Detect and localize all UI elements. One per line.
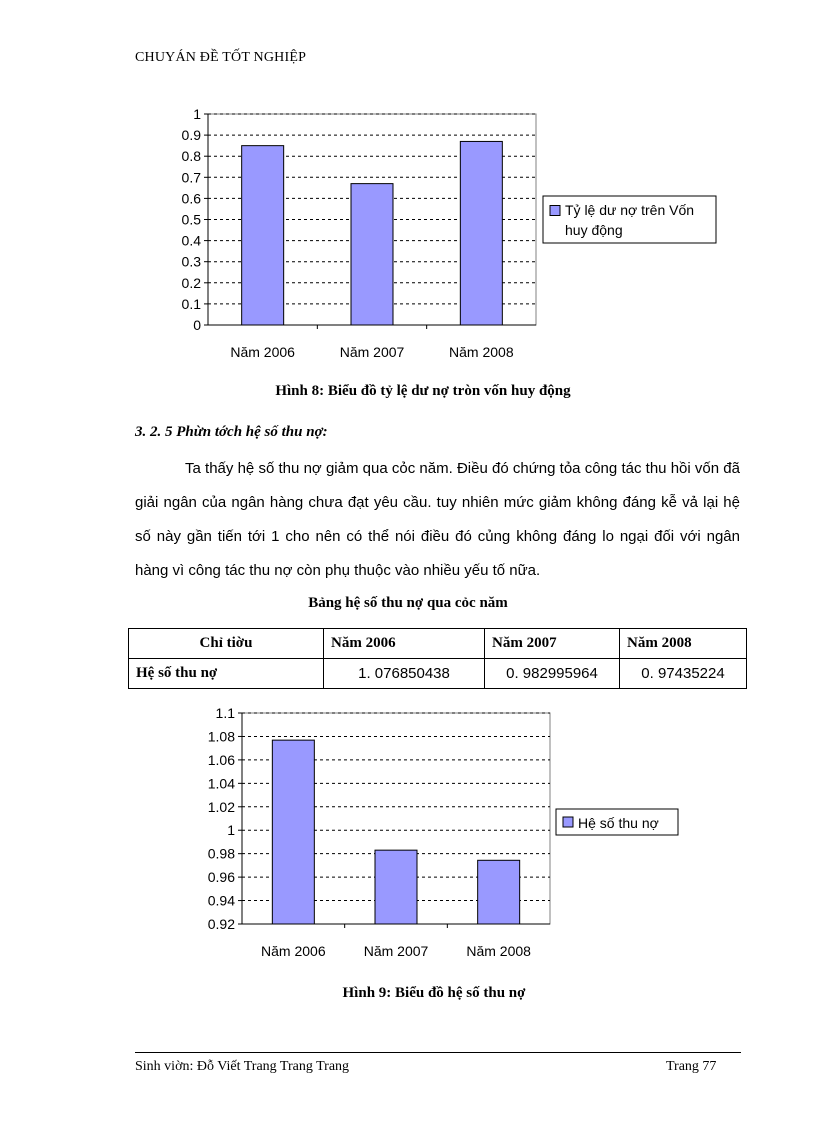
y-tick-label: 0.5 bbox=[181, 211, 201, 228]
chart-8 bbox=[160, 104, 740, 371]
y-tick-label: 0.98 bbox=[207, 845, 235, 862]
y-tick-label: 0.96 bbox=[207, 869, 235, 886]
bar bbox=[272, 740, 314, 924]
bar bbox=[242, 146, 284, 325]
table-cell: 0. 982995964 bbox=[485, 659, 620, 689]
bar bbox=[478, 860, 520, 924]
table-header-cell: Năm 2008 bbox=[620, 629, 747, 659]
x-tick-label: Năm 2007 bbox=[363, 943, 429, 959]
table-header-cell: Chỉ tiờu bbox=[129, 629, 324, 659]
footer-author: Sinh viờn: Đỗ Viết Trang Trang Trang bbox=[135, 1059, 350, 1074]
y-tick-label: 0.8 bbox=[181, 148, 201, 165]
bar bbox=[460, 141, 502, 325]
legend-label: huy động bbox=[565, 222, 623, 238]
bar bbox=[351, 184, 393, 325]
y-tick-label: 1.08 bbox=[207, 728, 235, 745]
legend-label: Hệ số thu nợ bbox=[578, 815, 659, 831]
y-tick-label: 0.1 bbox=[181, 295, 201, 312]
table-header-cell: Năm 2006 bbox=[324, 629, 485, 659]
legend-swatch bbox=[550, 206, 560, 216]
footer-divider bbox=[135, 1052, 741, 1053]
table-row bbox=[129, 659, 747, 689]
chart-9-svg bbox=[190, 703, 690, 965]
y-tick-label: 0.3 bbox=[181, 253, 201, 270]
y-tick-label: 1.04 bbox=[207, 775, 235, 792]
y-tick-label: 1.02 bbox=[207, 798, 235, 815]
y-tick-label: 0.2 bbox=[181, 274, 201, 291]
x-tick-label: Năm 2008 bbox=[449, 344, 514, 360]
debt-recovery-table bbox=[128, 628, 747, 689]
chart-9 bbox=[190, 703, 690, 970]
table-header-row bbox=[129, 629, 747, 659]
body-paragraph: Ta thấy hệ số thu nợ giảm qua cỏc năm. Điều đó chứng tỏa công tác thu hồi vốn đã giải ngân của ngân hàng chưa đạt yêu cầu. tuy nhiên mức giảm không đáng kễ vả lại hệ số này gần tiến tới 1 cho nên có thể nói điều đó củng không đáng lo ngại đối với ngân hàng vì công tác thu nợ còn phụ thuộc vào nhiều yếu tố nữa. bbox=[135, 460, 740, 579]
table-header-cell: Năm 2007 bbox=[485, 629, 620, 659]
table-cell: 1. 076850438 bbox=[324, 659, 485, 689]
y-tick-label: 0.4 bbox=[181, 232, 201, 249]
chart-8-caption: Hình 8: Biểu đồ tỷ lệ dư nợ tròn vốn huy động bbox=[275, 383, 571, 399]
x-tick-label: Năm 2008 bbox=[466, 943, 531, 959]
y-tick-label: 1 bbox=[227, 822, 235, 839]
bar bbox=[375, 850, 417, 924]
section-heading: 3. 2. 5 Phừn tớch hệ số thu nợ: bbox=[135, 424, 328, 440]
legend-label: Tỷ lệ dư nợ trên Vốn bbox=[565, 202, 695, 218]
legend-swatch bbox=[563, 817, 573, 827]
x-tick-label: Năm 2006 bbox=[261, 943, 326, 959]
footer-page-number: Trang 77 bbox=[666, 1059, 717, 1074]
chart-8-svg bbox=[160, 104, 740, 366]
x-tick-label: Năm 2006 bbox=[230, 344, 295, 360]
table-title: Bảng hệ số thu nợ qua cỏc năm bbox=[308, 595, 508, 611]
y-tick-label: 0.6 bbox=[181, 190, 201, 207]
y-tick-label: 1.06 bbox=[207, 751, 235, 768]
table-row-label: Hệ số thu nợ bbox=[129, 659, 324, 689]
y-tick-label: 0 bbox=[193, 317, 201, 333]
y-tick-label: 0.7 bbox=[181, 169, 201, 186]
y-tick-label: 0.9 bbox=[181, 127, 201, 144]
x-tick-label: Năm 2007 bbox=[339, 344, 405, 360]
y-tick-label: 0.94 bbox=[207, 892, 235, 909]
y-tick-label: 1 bbox=[193, 106, 201, 122]
document-header: CHUYÁN ĐỀ TỐT NGHIỆP bbox=[135, 50, 307, 65]
table-cell: 0. 97435224 bbox=[620, 659, 747, 689]
y-tick-label: 1.1 bbox=[215, 705, 235, 721]
chart-9-caption: Hình 9: Biểu đồ hệ số thu nợ bbox=[342, 985, 526, 1001]
y-tick-label: 0.92 bbox=[207, 916, 235, 932]
